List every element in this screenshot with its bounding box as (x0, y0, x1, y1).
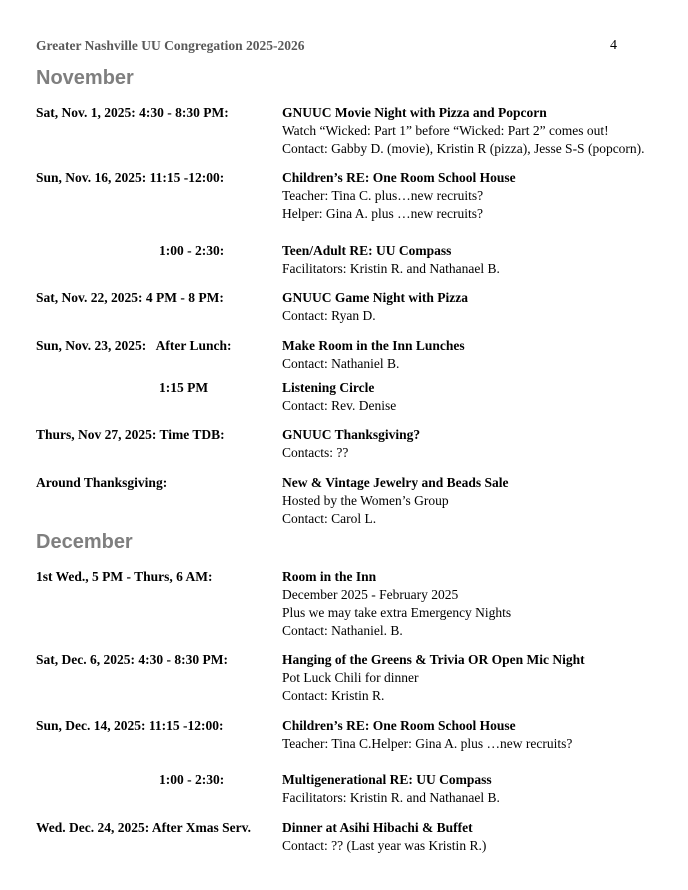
event-details (282, 717, 572, 753)
event-details (282, 426, 420, 462)
event-line: Facilitators: Kristin R. and Nathanael B. (282, 790, 500, 805)
event-when: Sat, Dec. 6, 2025: 4:30 - 8:30 PM: (36, 652, 228, 667)
event-when: 1:15 PM (159, 380, 209, 395)
organization-title: Greater Nashville UU Congregation 2025-2026 (36, 38, 305, 53)
event-line: Contacts: ?? (282, 445, 349, 460)
event-details (282, 819, 486, 855)
event-when: Around Thanksgiving: (36, 475, 168, 490)
event-details (282, 289, 468, 325)
event-details (282, 379, 396, 415)
event-details (282, 337, 465, 373)
event-line: Helper: Gina A. plus …new recruits? (282, 206, 483, 221)
event-when: Thurs, Nov 27, 2025: Time TDB: (36, 427, 225, 442)
event-line: Facilitators: Kristin R. and Nathanael B. (282, 261, 500, 276)
event-line: Contact: Gabby D. (movie), Kristin R (pizza), Jesse S-S (popcorn). (282, 141, 645, 156)
event-line: Plus we may take extra Emergency Nights (282, 605, 512, 620)
event-line: Contact: Ryan D. (282, 308, 376, 323)
event-title: Teen/Adult RE: UU Compass (282, 243, 452, 258)
event-title: Dinner at Asihi Hibachi & Buffet (282, 820, 473, 835)
event-details (282, 651, 585, 705)
event-when: Sat, Nov. 1, 2025: 4:30 - 8:30 PM: (36, 105, 229, 120)
event-line: Contact: Rev. Denise (282, 398, 397, 413)
event-details (282, 771, 500, 807)
event-line: Pot Luck Chili for dinner (282, 670, 419, 685)
event-details (282, 104, 645, 158)
event-title: Room in the Inn (282, 569, 377, 584)
event-line: Teacher: Tina C. plus…new recruits? (282, 188, 484, 203)
event-line: Hosted by the Women’s Group (282, 493, 449, 508)
event-title: Listening Circle (282, 380, 375, 395)
event-title: GNUUC Thanksgiving? (282, 427, 421, 442)
event-when: Sun, Nov. 16, 2025: 11:15 -12:00: (36, 170, 225, 185)
event-line: Contact: Kristin R. (282, 688, 385, 703)
event-line: Contact: Carol L. (282, 511, 377, 526)
event-line: Watch “Wicked: Part 1” before “Wicked: Part 2” comes out! (282, 123, 609, 138)
month-heading-december: December (36, 531, 133, 553)
event-title: Hanging of the Greens & Trivia OR Open Mic Night (282, 652, 585, 667)
event-when: Sun, Dec. 14, 2025: 11:15 -12:00: (36, 718, 224, 733)
event-title: Make Room in the Inn Lunches (282, 338, 465, 353)
page-header (36, 38, 620, 56)
event-line: Contact: Nathaniel. B. (282, 623, 403, 638)
event-line: December 2025 - February 2025 (282, 587, 459, 602)
event-details (282, 169, 516, 223)
event-when: 1:00 - 2:30: (159, 243, 225, 258)
event-details (282, 568, 511, 640)
event-title: GNUUC Game Night with Pizza (282, 290, 468, 305)
event-title: Children’s RE: One Room School House (282, 718, 516, 733)
month-heading-november: November (36, 67, 134, 89)
event-title: Multigenerational RE: UU Compass (282, 772, 492, 787)
event-title: Children’s RE: One Room School House (282, 170, 516, 185)
event-when: 1:00 - 2:30: (159, 772, 225, 787)
event-when: Wed. Dec. 24, 2025: After Xmas Serv. (36, 820, 251, 835)
event-when: Sat, Nov. 22, 2025: 4 PM - 8 PM: (36, 290, 224, 305)
event-details (282, 242, 500, 278)
event-when: Sun, Nov. 23, 2025: After Lunch: (36, 338, 232, 353)
event-line: Contact: Nathaniel B. (282, 356, 400, 371)
page-number: 4 (610, 38, 617, 53)
event-line: Contact: ?? (Last year was Kristin R.) (282, 838, 487, 853)
event-details (282, 474, 509, 528)
event-title: GNUUC Movie Night with Pizza and Popcorn (282, 105, 547, 120)
event-title: New & Vintage Jewelry and Beads Sale (282, 475, 509, 490)
event-when: 1st Wed., 5 PM - Thurs, 6 AM: (36, 569, 213, 584)
event-line: Teacher: Tina C.Helper: Gina A. plus …new recruits? (282, 736, 573, 751)
